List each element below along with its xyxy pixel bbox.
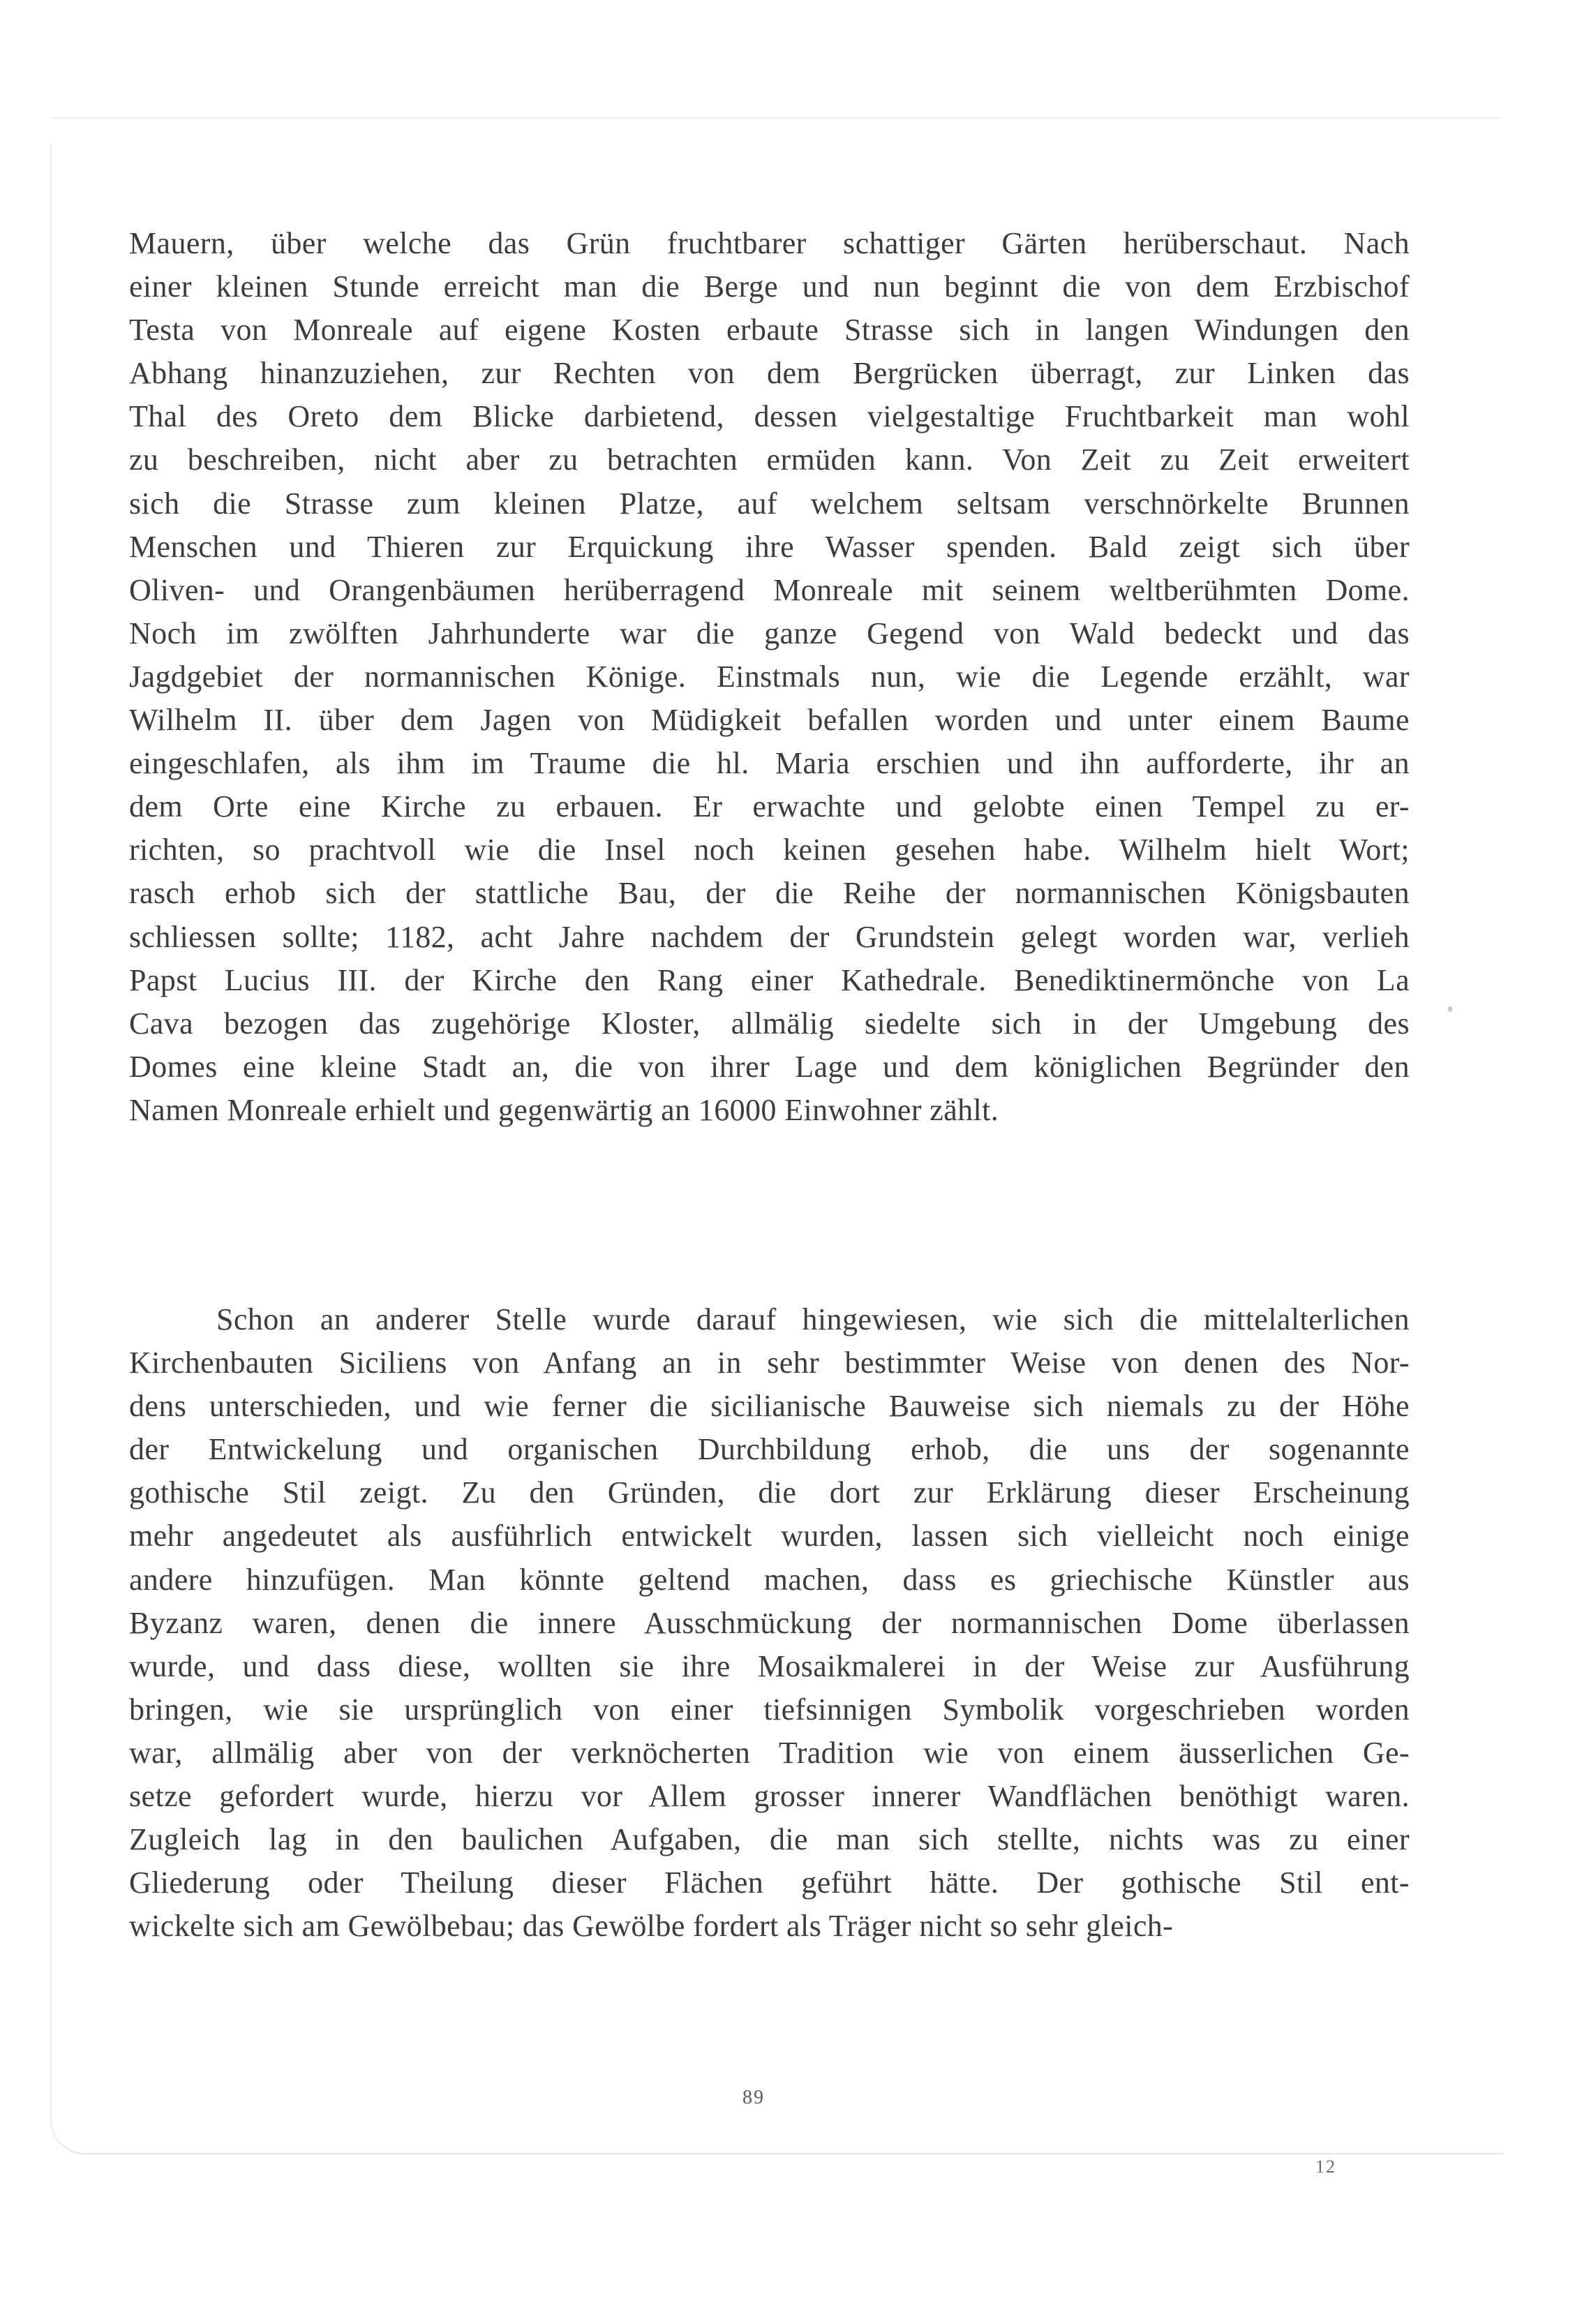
text-line: Gliederung oder Theilung dieser Flächen geführt hätte. Der gothische Stil ent-	[129, 1865, 1410, 1900]
text-line: gothische Stil zeigt. Zu den Gründen, die dort zur Erklärung dieser Erscheinung	[129, 1475, 1410, 1510]
text-line: dens unterschieden, und wie ferner die sicilianische Bauweise sich niemals zu der Höhe	[129, 1389, 1410, 1424]
text-line: der Entwickelung und organischen Durchbildung erhob, die uns der sogenannte	[129, 1432, 1410, 1467]
text-line: Kirchenbauten Siciliens von Anfang an in sehr bestimmter Weise von denen des Nor-	[129, 1346, 1410, 1380]
paragraph-1	[129, 222, 1410, 1132]
text-line: Abhang hinanzuziehen, zur Rechten von dem Bergrücken überragt, zur Linken das	[129, 356, 1410, 391]
text-line: Noch im zwölften Jahrhunderte war die ganze Gegend von Wald bedeckt und das	[129, 616, 1410, 650]
text-line: eingeschlafen, als ihm im Traume die hl. Maria erschien und ihn aufforderte, ihr an	[129, 746, 1410, 781]
signature-mark: 12	[1315, 2157, 1336, 2177]
text-line: Namen Monreale erhielt und gegenwärtig an 16000 Einwohner zählt.	[129, 1092, 999, 1127]
text-line: wickelte sich am Gewölbebau; das Gewölbe fordert als Träger nicht so sehr gleich-	[129, 1909, 1174, 1944]
text-line: Thal des Oreto dem Blicke darbietend, dessen vielgestaltige Fruchtbarkeit man wohl	[129, 399, 1410, 434]
text-line: wurde, und dass diese, wollten sie ihre Mosaikmalerei in der Weise zur Ausführung	[129, 1648, 1410, 1683]
text-line: Wilhelm II. über dem Jagen von Müdigkeit befallen worden und unter einem Baume	[129, 703, 1410, 738]
paragraph-2	[129, 1298, 1410, 1948]
text-line: setze gefordert wurde, hierzu vor Allem grosser innerer Wandflächen benöthigt waren.	[129, 1779, 1410, 1814]
page-frame-top-edge	[50, 117, 1502, 119]
text-line: rasch erhob sich der stattliche Bau, der die Reihe der normannischen Königsbauten	[129, 876, 1410, 911]
text-line: Zugleich lag in den baulichen Aufgaben, die man sich stellte, nichts was zu einer	[129, 1822, 1410, 1857]
text-line: Jagdgebiet der normannischen Könige. Einstmals nun, wie die Legende erzählt, war	[129, 659, 1410, 694]
text-line: Menschen und Thieren zur Erquickung ihre Wasser spenden. Bald zeigt sich über	[129, 529, 1410, 564]
text-line: schliessen sollte; 1182, acht Jahre nachdem der Grundstein gelegt worden war, verlieh	[129, 919, 1410, 954]
page-number: 89	[742, 2087, 765, 2108]
text-line: Schon an anderer Stelle wurde darauf hingewiesen, wie sich die mittelalterlichen	[216, 1302, 1410, 1336]
text-line: sich die Strasse zum kleinen Platze, auf welchem seltsam verschnörkelte Brunnen	[129, 486, 1410, 521]
text-line: mehr angedeutet als ausführlich entwickelt wurden, lassen sich vielleicht noch einige	[129, 1519, 1410, 1554]
text-line: bringen, wie sie ursprünglich von einer tiefsinnigen Symbolik vorgeschrieben worden	[129, 1692, 1410, 1727]
text-line: Papst Lucius III. der Kirche den Rang einer Kathedrale. Benediktinermönche von La	[129, 962, 1410, 997]
text-line: Mauern, über welche das Grün fruchtbarer schattiger Gärten herüberschaut. Nach	[129, 226, 1410, 260]
text-line: richten, so prachtvoll wie die Insel noch keinen gesehen habe. Wilhelm hielt Wort;	[129, 833, 1410, 867]
margin-mark	[1448, 1006, 1452, 1012]
text-line: zu beschreiben, nicht aber zu betrachten ermüden kann. Von Zeit zu Zeit erweitert	[129, 442, 1410, 477]
text-line: andere hinzufügen. Man könnte geltend machen, dass es griechische Künstler aus	[129, 1562, 1410, 1597]
text-line: war, allmälig aber von der verknöcherten Tradition wie von einem äusserlichen Ge-	[129, 1735, 1410, 1770]
text-line: Cava bezogen das zugehörige Kloster, allmälig siedelte sich in der Umgebung des	[129, 1006, 1410, 1041]
text-line: einer kleinen Stunde erreicht man die Berge und nun beginnt die von dem Erzbischof	[129, 269, 1410, 304]
text-line: dem Orte eine Kirche zu erbauen. Er erwachte und gelobte einen Tempel zu er-	[129, 789, 1410, 824]
text-line: Testa von Monreale auf eigene Kosten erbaute Strasse sich in langen Windungen den	[129, 313, 1410, 348]
text-line: Domes eine kleine Stadt an, die von ihrer Lage und dem königlichen Begründer den	[129, 1049, 1410, 1084]
text-line: Oliven- und Orangenbäumen herüberragend Monreale mit seinem weltberühmten Dome.	[129, 572, 1410, 607]
text-line: Byzanz waren, denen die innere Ausschmückung der normannischen Dome überlassen	[129, 1605, 1410, 1640]
